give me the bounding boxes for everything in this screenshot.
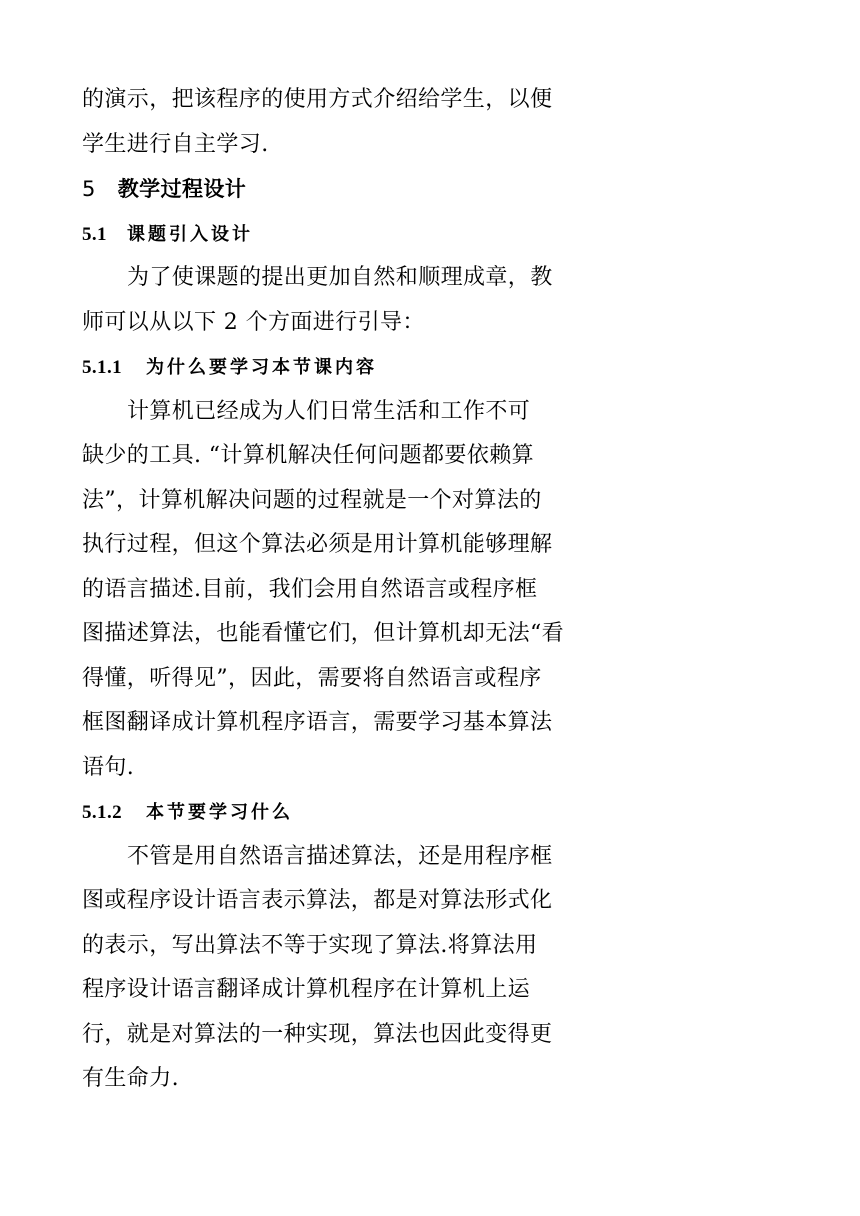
paragraph-line: 得懂，听得见”，因此，需要将自然语言或程序	[82, 665, 542, 691]
paragraph-line: 图或程序设计语言表示算法，都是对算法形式化	[82, 888, 553, 913]
paragraph-line: 为了使课题的提出更加自然和顺理成章，教	[127, 265, 553, 290]
paragraph-line: 师可以从以下 2 个方面进行引导：	[82, 309, 425, 335]
subsubsection-heading	[82, 790, 562, 835]
paragraph-line: 法”，计算机解决问题的过程就是一个对算法的	[82, 487, 542, 513]
paragraph-line: 不管是用自然语言描述算法，还是用程序框	[127, 843, 553, 869]
paragraph-line: 缺少的工具. “计算机解决任何问题都要依赖算	[82, 443, 535, 468]
section-number: 5	[82, 177, 96, 201]
document-page	[82, 78, 565, 1102]
subsubsection-heading	[82, 345, 562, 390]
subsubsection-title: 本节要学习什么	[146, 802, 293, 823]
paragraph-line: 学生进行自主学习.	[82, 131, 269, 157]
paragraph-line: 的演示，把该程序的使用方式介绍给学生，以便	[82, 87, 553, 112]
paragraph-line: 行，就是对算法的一种实现，算法也因此变得更	[82, 1021, 553, 1047]
section-title: 教学过程设计	[117, 177, 247, 201]
section-heading	[82, 167, 562, 212]
paragraph-line: 计算机已经成为人们日常生活和工作不可	[127, 398, 531, 424]
subsubsection-number: 5.1.1	[82, 357, 122, 378]
paragraph-line: 的语言描述.目前，我们会用自然语言或程序框	[82, 576, 538, 602]
subsubsection-number: 5.1.2	[82, 802, 122, 823]
paragraph-line: 的表示，写出算法不等于实现了算法.将算法用	[82, 932, 538, 958]
paragraph-line: 程序设计语言翻译成计算机程序在计算机上运	[82, 977, 531, 1002]
subsubsection-title: 为什么要学习本节课内容	[146, 357, 377, 378]
subsection-heading	[82, 212, 562, 257]
paragraph-line: 有生命力.	[82, 1066, 179, 1091]
paragraph-line: 语句.	[82, 754, 135, 780]
paragraph-line: 框图翻译成计算机程序语言，需要学习基本算法	[82, 710, 553, 735]
paragraph-line: 图描述算法，也能看懂它们，但计算机却无法“看	[82, 621, 565, 646]
subsection-title: 课题引入设计	[126, 223, 253, 245]
subsection-number: 5.1	[82, 223, 107, 245]
paragraph-line: 执行过程，但这个算法必须是用计算机能够理解	[82, 532, 553, 557]
